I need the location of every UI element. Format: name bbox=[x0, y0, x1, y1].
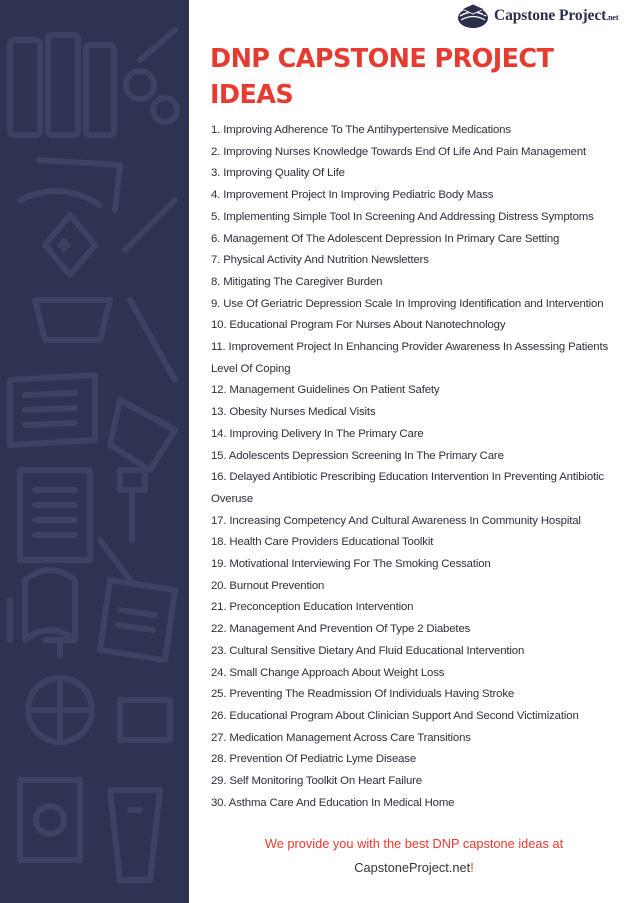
idea-item: 6. Management Of The Adolescent Depression In Primary Care Setting bbox=[211, 232, 560, 245]
idea-item: 27. Medication Management Across Care Transitions bbox=[211, 731, 471, 744]
idea-item: 5. Implementing Simple Tool In Screening And Addressing Distress Symptoms bbox=[211, 210, 594, 223]
idea-item: 28. Prevention Of Pediatric Lyme Disease bbox=[211, 753, 417, 766]
idea-item: 24. Small Change Approach About Weight Loss bbox=[211, 666, 445, 679]
idea-item: 22. Management And Prevention Of Type 2 Diabetes bbox=[211, 623, 471, 636]
idea-item: 17. Increasing Competency And Cultural Awareness In Community Hospital bbox=[211, 514, 581, 527]
idea-item: 20. Burnout Prevention bbox=[211, 579, 325, 592]
idea-item: 19. Motivational Interviewing For The Smoking Cessation bbox=[211, 558, 491, 571]
idea-item: 16. Delayed Antibiotic Prescribing Education Intervention In Preventing Antibiotic Overuse bbox=[211, 471, 604, 505]
footer-exclamation: ! bbox=[470, 860, 474, 875]
ideas-list bbox=[211, 120, 636, 815]
idea-item: 8. Mitigating The Caregiver Burden bbox=[211, 275, 383, 288]
footer-site-line bbox=[200, 856, 628, 880]
idea-item: 30. Asthma Care And Education In Medical Home bbox=[211, 796, 455, 809]
idea-item: 12. Management Guidelines On Patient Safety bbox=[211, 384, 440, 397]
school-doodle-pattern bbox=[0, 0, 189, 903]
idea-item: 4. Improvement Project In Improving Pediatric Body Mass bbox=[211, 189, 494, 202]
footer-site-link[interactable]: CapstoneProject.net bbox=[354, 860, 471, 875]
idea-item: 14. Improving Delivery In The Primary Care bbox=[211, 427, 424, 440]
idea-item: 11. Improvement Project In Enhancing Provider Awareness In Assessing Patients Level Of Coping bbox=[211, 341, 609, 375]
idea-item: 7. Physical Activity And Nutrition Newsletters bbox=[211, 254, 429, 267]
idea-item: 23. Cultural Sensitive Dietary And Fluid Educational Intervention bbox=[211, 644, 525, 657]
globe-cap-icon bbox=[455, 3, 491, 29]
idea-item: 1. Improving Adherence To The Antihypertensive Medications bbox=[211, 124, 511, 136]
idea-item: 26. Educational Program About Clinician Support And Second Victimization bbox=[211, 709, 579, 722]
footer-message bbox=[200, 832, 628, 880]
idea-item: 18. Health Care Providers Educational Toolkit bbox=[211, 536, 434, 549]
footer-line: We provide you with the best DNP capstone ideas at bbox=[264, 836, 564, 851]
idea-item: 9. Use Of Geriatric Depression Scale In Improving Identification and Intervention bbox=[211, 297, 604, 310]
idea-item: 3. Improving Quality Of Life bbox=[211, 167, 345, 180]
idea-item: 2. Improving Nurses Knowledge Towards End Of Life And Pain Management bbox=[211, 145, 587, 158]
idea-item: 15. Adolescents Depression Screening In The Primary Care bbox=[211, 449, 504, 462]
brand-logo[interactable] bbox=[455, 3, 618, 29]
brand-name: Capstone Project.net bbox=[494, 7, 619, 24]
idea-item: 25. Preventing The Readmission Of Individuals Having Stroke bbox=[211, 688, 515, 701]
decorative-sidebar bbox=[0, 0, 189, 903]
idea-item: 10. Educational Program For Nurses About Nanotechnology bbox=[211, 319, 506, 332]
idea-item: 21. Preconception Education Intervention bbox=[211, 601, 414, 614]
page-title: DNP CAPSTONE PROJECT IDEAS bbox=[210, 44, 554, 110]
idea-item: 29. Self Monitoring Toolkit On Heart Failure bbox=[211, 775, 422, 788]
idea-item: 13. Obesity Nurses Medical Visits bbox=[211, 406, 376, 419]
